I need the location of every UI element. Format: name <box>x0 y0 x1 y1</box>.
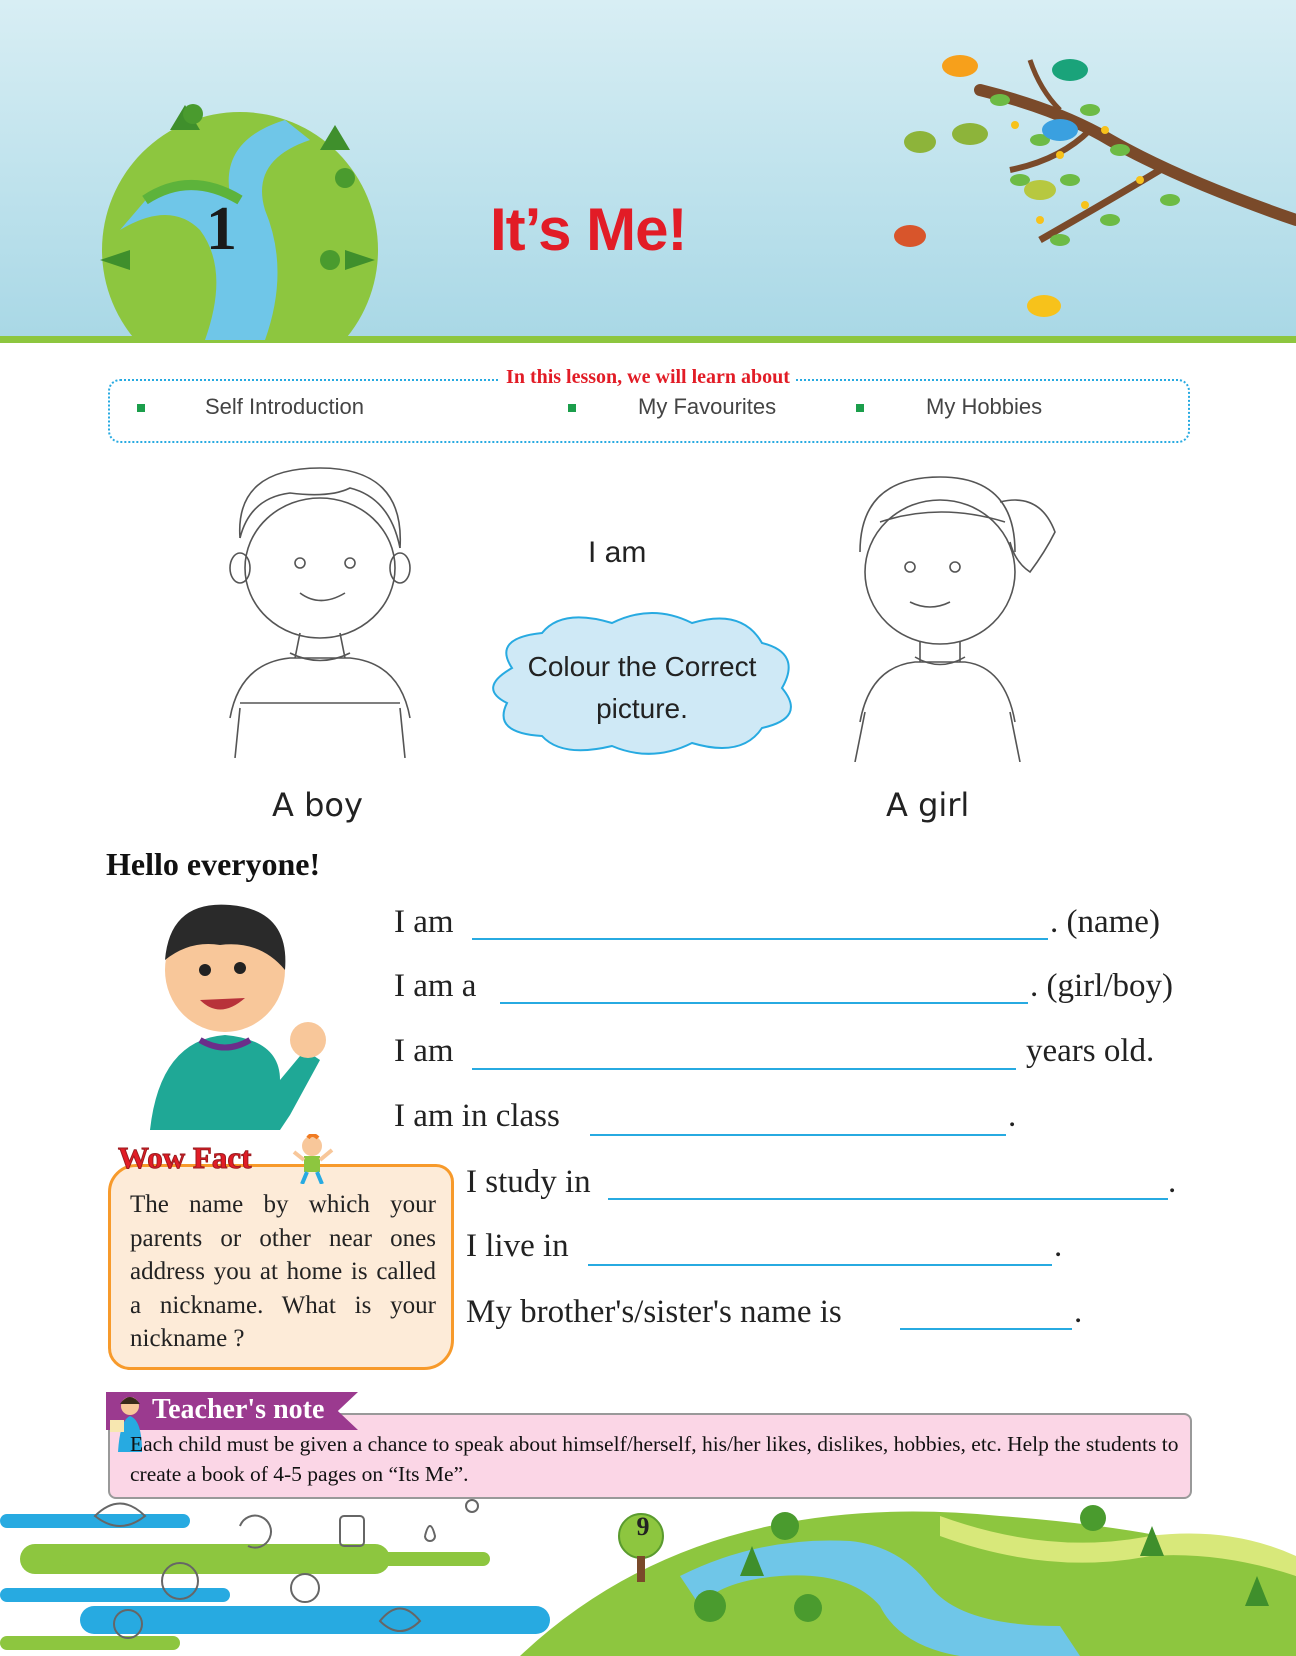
wow-fact-title: Wow Fact <box>118 1140 252 1175</box>
teacher-note-text: Each child must be given a chance to speak about himself/herself, his/her likes, dislikes, hobbies, etc. Help the students to create a book of 4-5 pages on “Its Me”. <box>130 1432 1179 1486</box>
activity-instruction: Colour the Correct picture. <box>527 651 757 724</box>
teacher-note-title: Teacher's note <box>152 1394 325 1425</box>
bullet-icon <box>856 404 864 412</box>
tree-branch-birds-illustration <box>860 30 1296 330</box>
class-blank[interactable] <box>590 1134 1006 1136</box>
page-number: 9 <box>636 1512 650 1541</box>
line-address-suffix: . <box>1054 1228 1063 1264</box>
sibling-blank[interactable] <box>900 1328 1072 1330</box>
line-gender-suffix: . (girl/boy) <box>1030 968 1173 1004</box>
line-sibling-suffix: . <box>1074 1294 1083 1330</box>
school-blank[interactable] <box>608 1198 1168 1200</box>
line-class-label: I am in class <box>394 1098 560 1134</box>
globe-illustration <box>90 100 390 340</box>
girl-outline-picture[interactable] <box>840 462 1070 762</box>
bullet-icon <box>568 404 576 412</box>
line-school-suffix: . <box>1168 1164 1177 1200</box>
line-school-label: I study in <box>466 1164 591 1200</box>
gender-blank[interactable] <box>500 1002 1028 1004</box>
age-blank[interactable] <box>472 1068 1016 1070</box>
boy-caption: A boy <box>272 786 363 824</box>
bullet-icon <box>137 404 145 412</box>
lesson-objectives-heading: In this lesson, we will learn about <box>0 366 1296 389</box>
wow-fact-text: The name by which your parents or other near ones address you at home is called a nickname. What is your nickname ? <box>130 1191 436 1352</box>
address-blank[interactable] <box>588 1264 1052 1266</box>
line-sibling-label: My brother's/sister's name is <box>466 1294 842 1330</box>
line-age-label: I am <box>394 1033 454 1069</box>
line-address-label: I live in <box>466 1228 569 1264</box>
line-age-suffix: years old. <box>1026 1033 1155 1069</box>
line-name-suffix: . (name) <box>1050 904 1160 940</box>
objective-item: Self Introduction <box>205 394 364 419</box>
chapter-number: 1 <box>206 195 237 263</box>
kid-icon <box>292 1134 336 1184</box>
objective-item: My Favourites <box>638 394 777 419</box>
boy-outline-picture[interactable] <box>220 458 420 758</box>
line-gender-label: I am a <box>394 968 477 1004</box>
line-name-label: I am <box>394 904 454 940</box>
intro-heading: Hello everyone! <box>106 846 321 882</box>
chapter-title: It’s Me! <box>490 196 687 263</box>
name-blank[interactable] <box>472 938 1048 940</box>
line-class-suffix: . <box>1008 1098 1017 1134</box>
girl-caption: A girl <box>886 786 970 824</box>
waving-boy-illustration <box>130 900 340 1130</box>
activity-prompt: I am <box>588 536 647 569</box>
objective-item: My Hobbies <box>926 394 1043 419</box>
